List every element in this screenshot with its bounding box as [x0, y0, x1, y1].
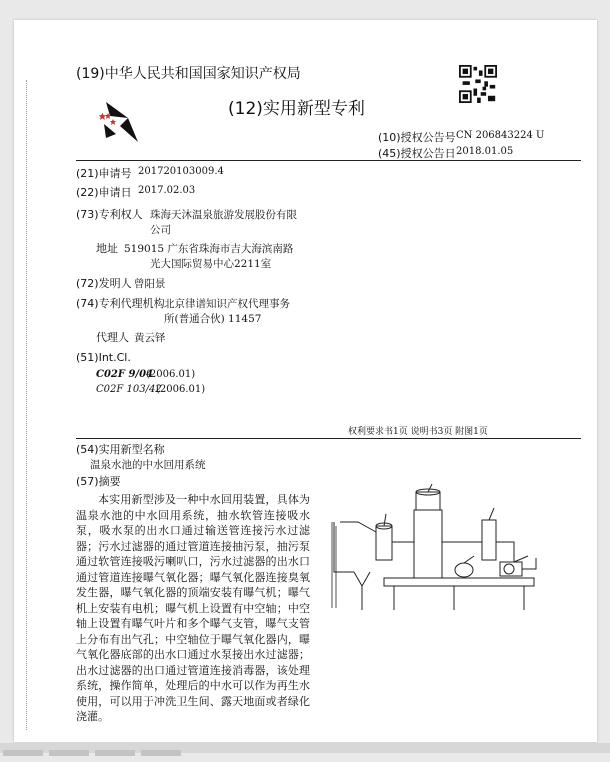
- viewer-scrollbar[interactable]: [0, 743, 610, 753]
- owner-line-2: 公司: [150, 224, 171, 236]
- side-dotted-line: [26, 80, 27, 730]
- inventor: 曾阳景: [134, 278, 166, 290]
- page-counts: 权利要求书1页 说明书3页 附图1页: [348, 427, 488, 437]
- office-name: (19)中华人民共和国国家知识产权局: [76, 66, 301, 82]
- agency-line-1: 北京律谱知识产权代理事务: [164, 298, 290, 310]
- middle-rule: [76, 438, 581, 439]
- header-rule: [76, 160, 581, 161]
- abstract-text: 本实用新型涉及一种中水回用装置，具体为温泉水池的中水回用系统，抽水软管连接吸水泵，吸水泵的出水口通过输送管连接污水过滤器；污水过滤器的通过管道连接抽污泵，抽污泵通过软管连接吸污喇叭口，污水过滤器的出水口通过管道连接曝气氧化器；曝气氧化器连接臭氧发生器，曝气氧化器的顶端安装有曝气机；曝气机上安装有电机；曝气机上设置有中空轴；中空轴上设置有曝气叶片和多个曝气支管，曝气支管上分布有出气孔；中空轴位于曝气氧化器内，曝气氧化器底部的出水口通过水泵接出水过滤器；出水过滤器的出口通过管道连接消毒器，该处理系统，操作简单，处理后的中水可以作为再生水使用，可以用于冲洗卫生间、露天地面或者绿化浇灌。: [76, 493, 310, 723]
- intcl-1-code: C02F 9/04: [96, 369, 153, 380]
- inventor-label: (72)发明人: [76, 277, 132, 290]
- intcl-2-code: C02F 103/42: [96, 384, 162, 395]
- app-date-label: (22)申请日: [76, 186, 132, 199]
- pub-date: 2018.01.05: [456, 146, 514, 157]
- intcl-label: (51)Int.Cl.: [76, 351, 131, 364]
- cnipa-logo-icon: [98, 98, 142, 144]
- qr-code-icon: [459, 65, 497, 103]
- agency-line-2: 所(普通合伙) 11457: [164, 313, 262, 325]
- address-label: 地址: [96, 242, 118, 255]
- title-label: (54)实用新型名称: [76, 443, 165, 456]
- doc-type: (12)实用新型专利: [228, 99, 365, 119]
- agent-label: 代理人: [96, 331, 129, 344]
- pub-date-label: (45)授权公告日: [378, 147, 456, 160]
- abstract-label: (57)摘要: [76, 475, 121, 488]
- agent: 黄云铎: [134, 332, 166, 344]
- address-line-2: 光大国际贸易中心2211室: [150, 258, 272, 270]
- app-no-label: (21)申请号: [76, 167, 132, 180]
- agency-label: (74)专利代理机构: [76, 297, 165, 310]
- utility-title: 温泉水池的中水回用系统: [90, 459, 206, 471]
- intcl-1-year: (2006.01): [146, 369, 196, 380]
- intcl-2-year: (2006.01): [156, 384, 206, 395]
- pub-no-label: (10)授权公告号: [378, 131, 456, 144]
- patent-page: [14, 20, 597, 742]
- owner-label: (73)专利权人: [76, 208, 143, 221]
- owner-line-1: 珠海天沐温泉旅游发展股份有限: [150, 209, 297, 221]
- device-drawing: [314, 482, 546, 612]
- pub-no: CN 206843224 U: [456, 130, 545, 141]
- app-no: 201720103009.4: [138, 166, 224, 177]
- app-date: 2017.02.03: [138, 185, 196, 196]
- address-line-1: 519015 广东省珠海市吉大海滨南路: [124, 243, 294, 255]
